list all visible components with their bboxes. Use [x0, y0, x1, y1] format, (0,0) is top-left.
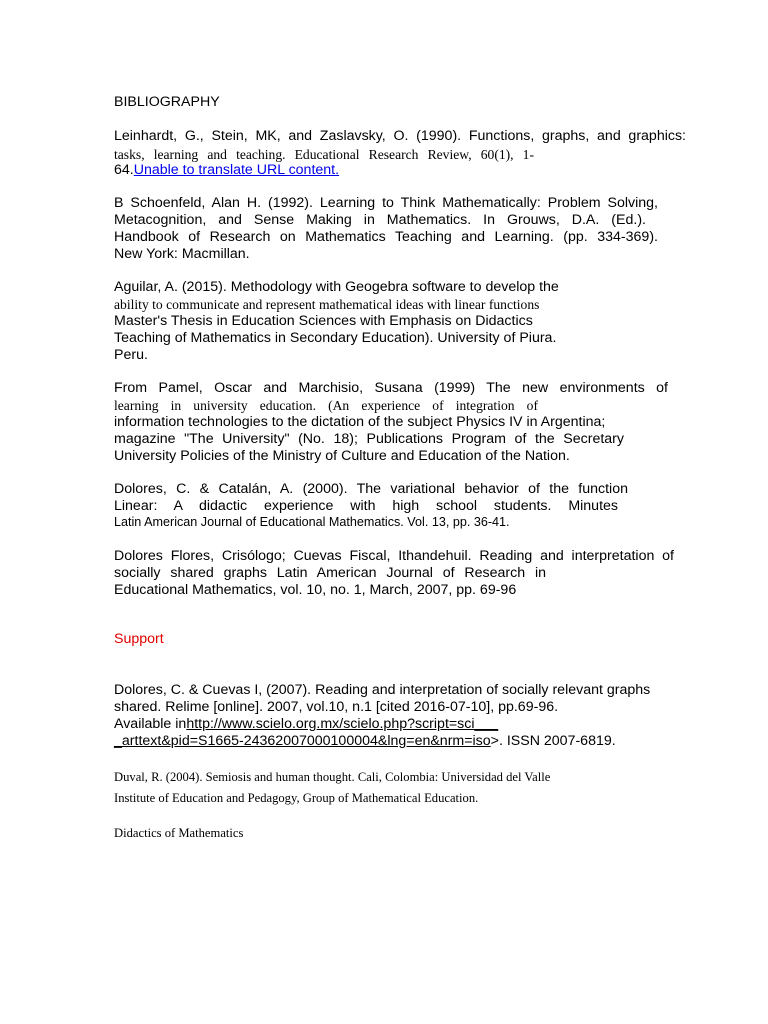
support-dolores2007-line-2: shared. Relime [online]. 2007, vol.10, n.1 [cited 2016-07-10], pp.69-96. [114, 699, 559, 715]
ref-schoenfeld-line-4: New York: Macmillan. [114, 246, 250, 262]
ref-flores-line-3: Educational Mathematics, vol. 10, no. 1, March, 2007, pp. 69-96 [114, 582, 517, 598]
ref-dolores2000-line-3: Latin American Journal of Educational Mathematics. Vol. 13, pp. 36-41. [114, 515, 510, 529]
ref-leinhardt-pages: 64. [114, 162, 134, 178]
ref-flores-line-1: Dolores Flores, Crisólogo; Cuevas Fiscal, Ithandehuil. Reading and interpretation of [114, 548, 674, 564]
scielo-url-link-continued[interactable]: _arttext&pid=S1665-24362007000100004&lng=en&nrm=iso [114, 733, 491, 749]
ref-pamel-line-5: University Policies of the Ministry of Culture and Education of the Nation. [114, 448, 570, 464]
ref-aguilar-line-1: Aguilar, A. (2015). Methodology with Geogebra software to develop the [114, 279, 559, 295]
ref-aguilar-line-4: Teaching of Mathematics in Secondary Education). University of Piura. [114, 330, 557, 346]
ref-pamel-line-3: information technologies to the dictation of the subject Physics IV in Argentina; [114, 414, 606, 430]
ref-dolores2000-line-2: Linear: A didactic experience with high school students. Minutes [114, 498, 618, 514]
ref-leinhardt-line-2: tasks, learning and teaching. Educational Research Review, 60(1), 1- [114, 147, 534, 162]
ref-flores-line-2: socially shared graphs Latin American Journal of Research in [114, 565, 546, 581]
support-duval-line-2: Institute of Education and Pedagogy, Group of Mathematical Education. [114, 791, 479, 805]
scielo-url-link[interactable]: http://www.scielo.org.mx/scielo.php?script=sci___ [186, 716, 499, 732]
support-didactics-line: Didactics of Mathematics [114, 826, 244, 840]
ref-pamel-line-4: magazine "The University" (No. 18); Publications Program of the Secretary [114, 431, 624, 447]
support-dolores2007-line-1: Dolores, C. & Cuevas I, (2007). Reading and interpretation of socially relevant graphs [114, 682, 651, 698]
support-dolores2007-line-4 [114, 733, 616, 750]
ref-leinhardt-line-3 [114, 162, 430, 179]
ref-pamel-line-2: learning in university education. (An experience of integration of [114, 398, 538, 413]
ref-aguilar-line-3: Master's Thesis in Education Sciences with Emphasis on Didactics [114, 313, 533, 329]
support-duval-line-1: Duval, R. (2004). Semiosis and human thought. Cali, Colombia: Universidad del Valle [114, 770, 551, 784]
ref-leinhardt-line-1: Leinhardt, G., Stein, MK, and Zaslavsky, O. (1990). Functions, graphs, and graphics: [114, 128, 686, 144]
ref-dolores2000-line-1: Dolores, C. & Catalán, A. (2000). The variational behavior of the function [114, 481, 628, 497]
support-heading: Support [114, 631, 164, 647]
ref-schoenfeld-line-1: B Schoenfeld, Alan H. (1992). Learning to Think Mathematically: Problem Solving, [114, 195, 658, 211]
available-in-label: Available in [114, 716, 187, 732]
bibliography-heading: BIBLIOGRAPHY [114, 94, 220, 110]
untranslated-url-link[interactable]: Unable to translate URL content. [133, 162, 340, 178]
ref-pamel-line-1: From Pamel, Oscar and Marchisio, Susana (1999) The new environments of [114, 380, 668, 396]
ref-schoenfeld-line-2: Metacognition, and Sense Making in Mathematics. In Grouws, D.A. (Ed.). [114, 212, 646, 228]
support-dolores2007-line-3 [114, 716, 498, 733]
ref-aguilar-line-2: ability to communicate and represent mathematical ideas with linear functions [114, 297, 540, 312]
issn-text: >. ISSN 2007-6819. [490, 733, 616, 749]
ref-aguilar-line-5: Peru. [114, 347, 148, 363]
ref-schoenfeld-line-3: Handbook of Research on Mathematics Teaching and Learning. (pp. 334-369). [114, 229, 658, 245]
